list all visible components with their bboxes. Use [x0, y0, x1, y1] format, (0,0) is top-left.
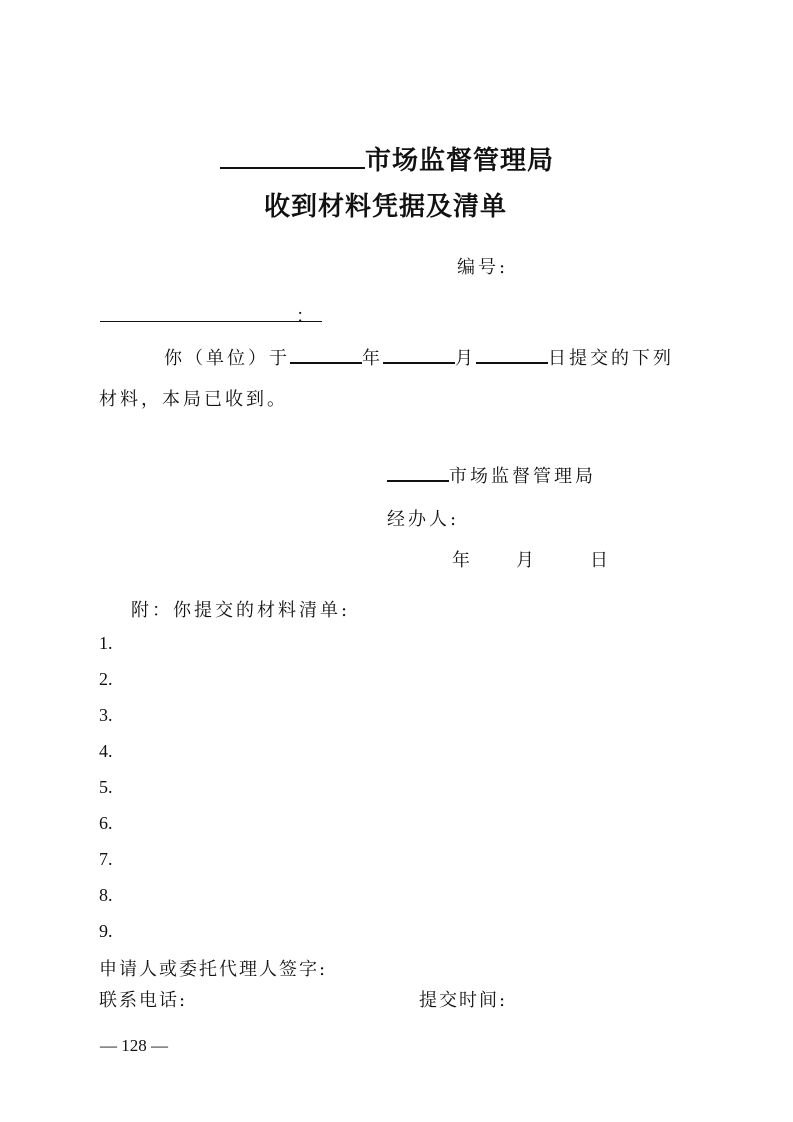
- attachment-label: 附：你提交的材料清单:: [131, 600, 351, 621]
- list-item: 6.: [99, 813, 113, 833]
- signature-bureau-blank: [387, 479, 449, 482]
- month-blank: [383, 361, 455, 364]
- submit-time-label: 提交时间:: [419, 990, 508, 1011]
- signature-bureau-line: [387, 462, 596, 488]
- paragraph-year: 年: [362, 348, 383, 369]
- title-bureau-suffix: 市场监督管理局: [365, 146, 555, 176]
- signature-year: 年: [452, 550, 473, 571]
- paragraph-day-suffix: 日提交的下列: [548, 348, 674, 369]
- paragraph-line-1: [164, 344, 674, 370]
- page-number: — 128 —: [100, 1036, 168, 1055]
- title-line-1: [220, 140, 554, 177]
- phone-label: 联系电话:: [99, 990, 188, 1011]
- bureau-name-blank: [220, 166, 365, 169]
- addressee-colon: ：: [296, 306, 317, 327]
- list-item: 8.: [99, 885, 113, 905]
- paragraph-month: 月: [455, 348, 476, 369]
- list-item: 5.: [99, 777, 113, 797]
- signature-month: 月: [516, 550, 537, 571]
- signature-day: 日: [590, 550, 611, 571]
- document-number-label: 编号:: [457, 257, 509, 278]
- applicant-signature-label: 申请人或委托代理人签字:: [99, 959, 328, 980]
- list-item: 7.: [99, 849, 113, 869]
- addressee-blank: [100, 321, 322, 322]
- list-item: 1.: [99, 633, 113, 653]
- paragraph-prefix: 你（单位）于: [164, 348, 290, 369]
- list-item: 2.: [99, 669, 113, 689]
- list-item: 4.: [99, 741, 113, 761]
- title-line-2: 收到材料凭据及清单: [264, 192, 508, 222]
- signature-bureau: 市场监督管理局: [449, 466, 596, 487]
- day-blank: [476, 361, 548, 364]
- handler-label: 经办人:: [387, 509, 460, 530]
- paragraph-line-2: 材料，本局已收到。: [99, 389, 288, 410]
- list-item: 3.: [99, 705, 113, 725]
- list-item: 9.: [99, 921, 113, 941]
- year-blank: [290, 361, 362, 364]
